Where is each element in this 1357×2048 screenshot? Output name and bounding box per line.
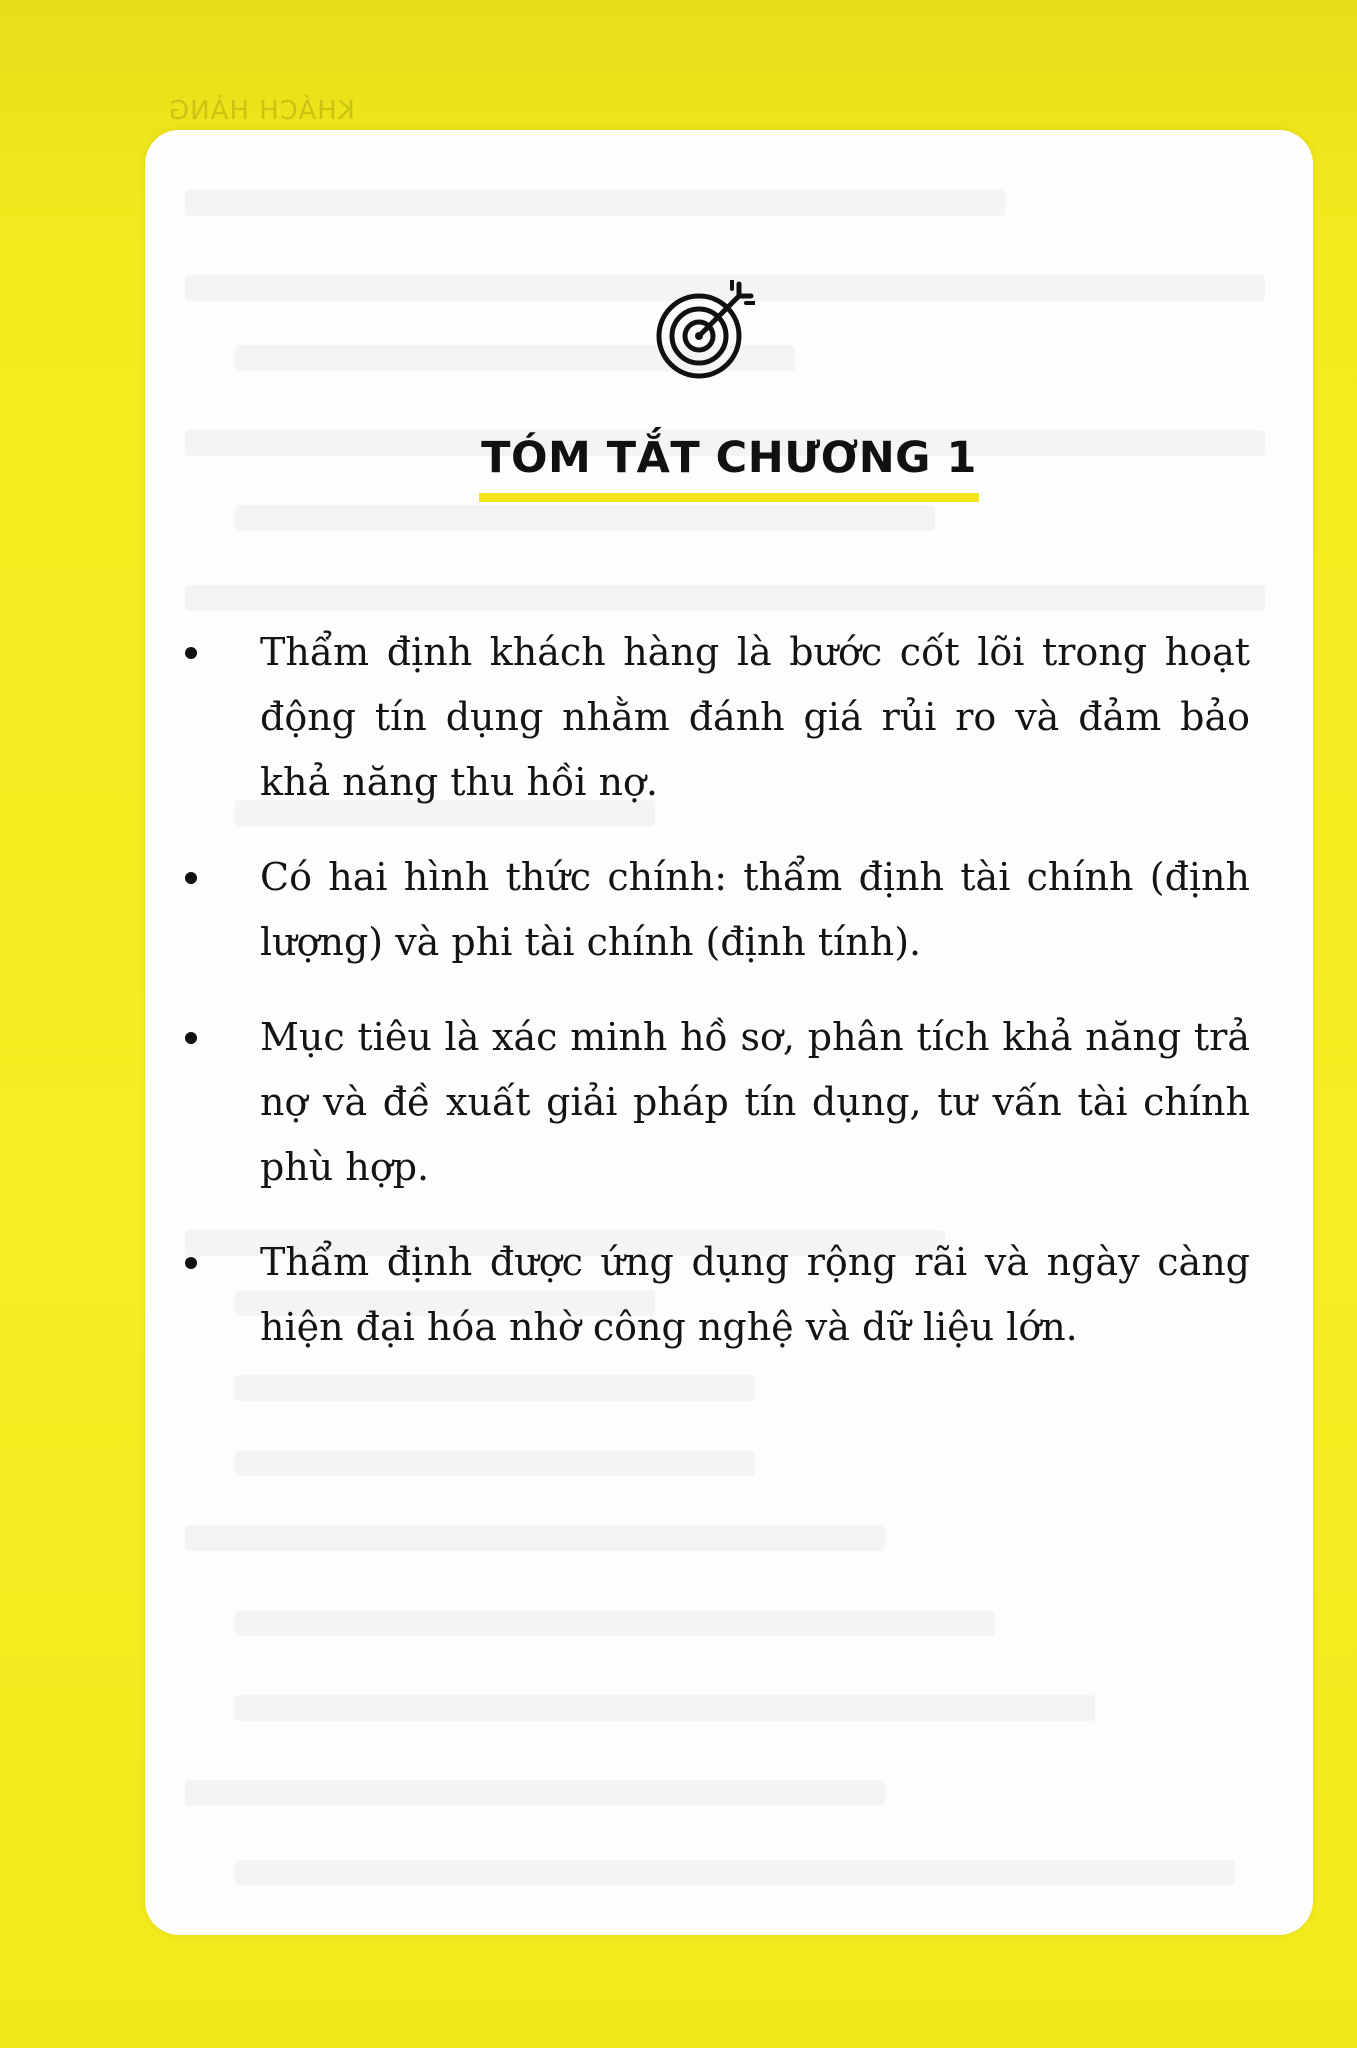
bullet-dot-icon bbox=[185, 1032, 197, 1044]
summary-bullet-text: Có hai hình thức chính: thẩm định tài chính (định lượng) và phi tài chính (định tính). bbox=[260, 855, 1250, 964]
bullet-dot-icon bbox=[185, 872, 197, 884]
summary-bullet-3 bbox=[183, 1005, 1283, 1200]
bullet-dot-icon bbox=[185, 1257, 197, 1269]
running-head-bleedthrough: KHÁCH HÀNG bbox=[168, 96, 355, 126]
summary-bullet-text: Thẩm định khách hàng là bước cốt lõi trong hoạt động tín dụng nhằm đánh giá rủi ro và đảm bảo khả năng thu hồi nợ. bbox=[260, 630, 1250, 804]
summary-bullet-2 bbox=[183, 845, 1283, 975]
chapter-summary-heading bbox=[145, 433, 1313, 502]
bullet-dot-icon bbox=[185, 647, 197, 659]
chapter-summary-title: TÓM TẮT CHƯƠNG 1 bbox=[479, 433, 979, 502]
summary-bullet-1 bbox=[183, 620, 1283, 815]
summary-bullet-4 bbox=[183, 1230, 1283, 1360]
summary-card bbox=[145, 130, 1313, 1935]
summary-bullet-text: Thẩm định được ứng dụng rộng rãi và ngày càng hiện đại hóa nhờ công nghệ và dữ liệu lớn. bbox=[260, 1240, 1250, 1349]
summary-bullet-text: Mục tiêu là xác minh hồ sơ, phân tích khả năng trả nợ và đề xuất giải pháp tín dụng, tư vấn tài chính phù hợp. bbox=[260, 1015, 1250, 1189]
summary-bullet-list bbox=[183, 620, 1283, 1390]
target-arrow-icon bbox=[655, 280, 755, 380]
